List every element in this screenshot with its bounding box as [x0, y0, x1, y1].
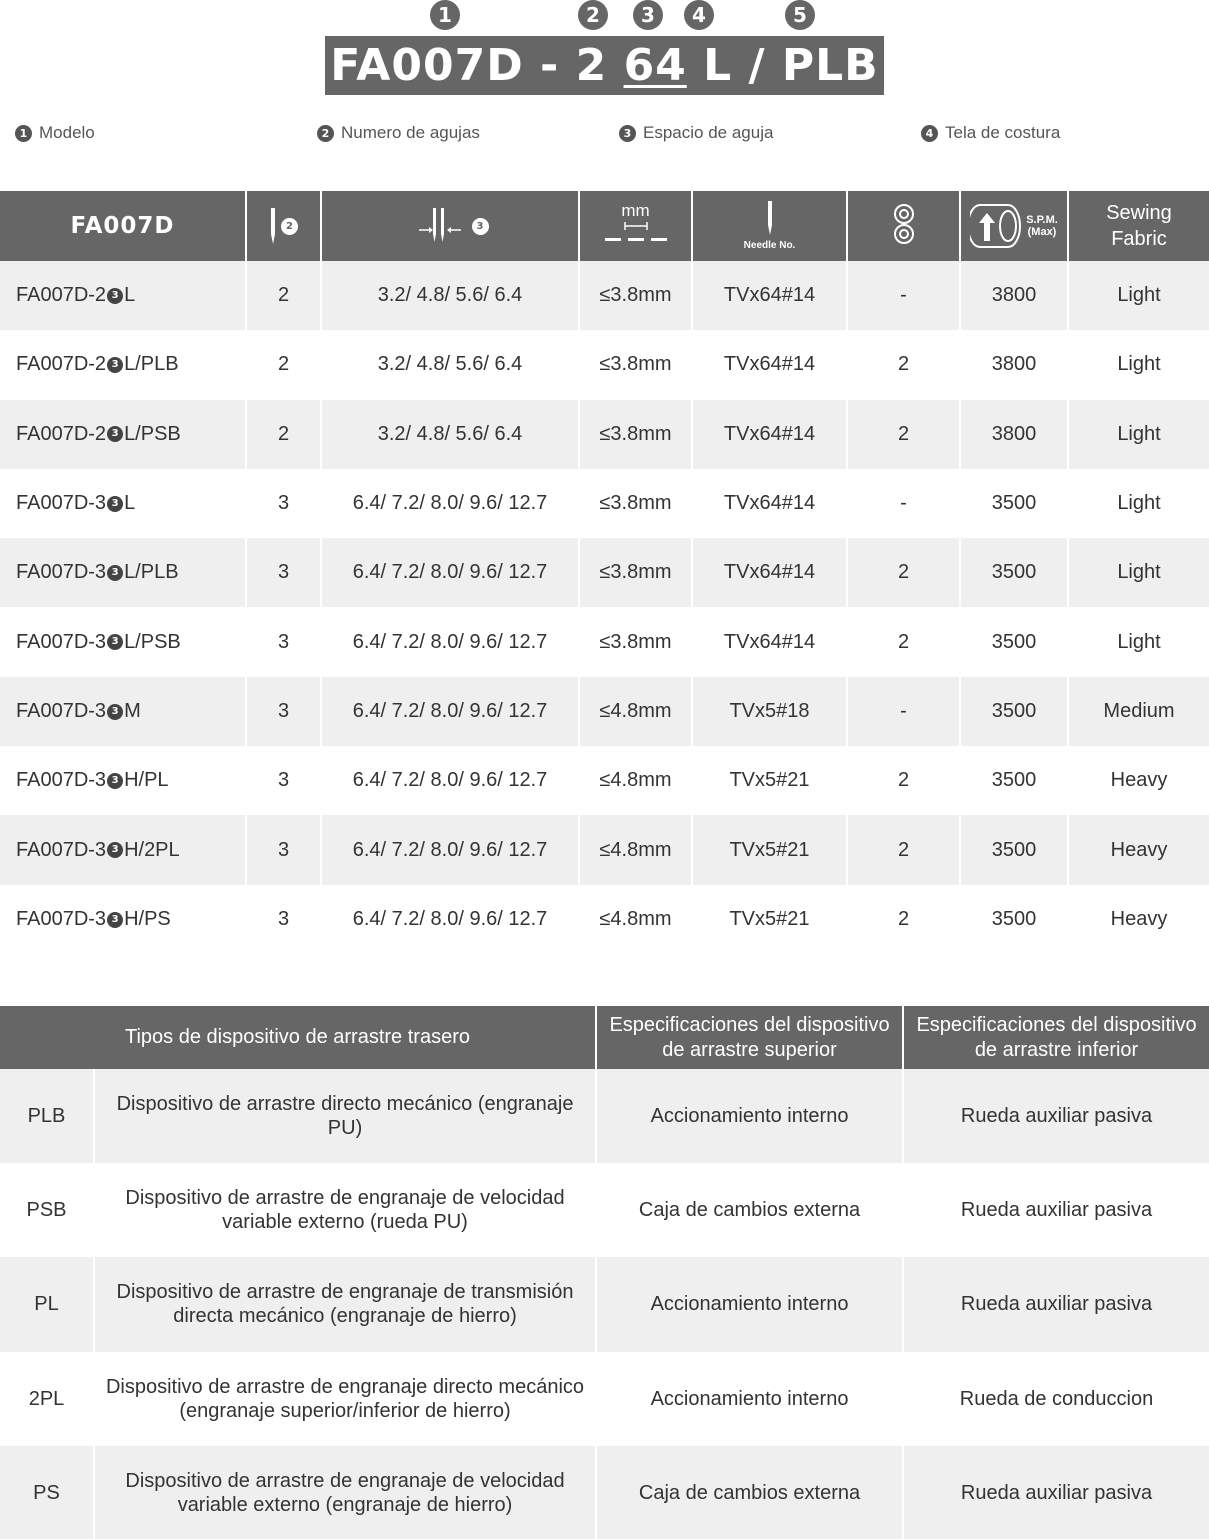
cell-stitch-length: ≤4.8mm	[579, 885, 692, 954]
cell-needle-no: TVx5#21	[692, 885, 847, 954]
cell-feed-desc: Dispositivo de arrastre de engranaje directo mecánico (engranaje superior/inferior de hierro)	[94, 1352, 596, 1446]
cell-thread: 2	[847, 607, 960, 676]
spec-header-row	[0, 191, 1209, 261]
cell-fabric: Light	[1068, 400, 1209, 469]
cell-feed-upper: Accionamiento interno	[596, 1257, 903, 1351]
legend-label: Tela de costura	[945, 123, 1061, 142]
cell-fabric: Medium	[1068, 677, 1209, 746]
cell-spm: 3800	[960, 330, 1068, 399]
header-spm-sub: (Max)	[1027, 226, 1057, 238]
model-suffix: L	[124, 284, 136, 307]
cell-thread: -	[847, 677, 960, 746]
cell-needle-no: TVx5#21	[692, 815, 847, 884]
table-row	[0, 1069, 1209, 1163]
cell-spm: 3500	[960, 469, 1068, 538]
cell-feed-upper: Accionamiento interno	[596, 1352, 903, 1446]
cell-feed-lower: Rueda auxiliar pasiva	[903, 1163, 1209, 1257]
cell-fabric: Heavy	[1068, 746, 1209, 815]
spec-table	[0, 191, 1209, 954]
cell-needles: 2	[246, 330, 321, 399]
header-stitch-length	[579, 191, 692, 261]
header-spacing-marker: 3	[472, 218, 489, 235]
cell-spacing: 6.4/ 7.2/ 8.0/ 9.6/ 12.7	[321, 538, 579, 607]
cell-feed-code: PL	[0, 1257, 94, 1351]
table-row	[0, 677, 1209, 746]
cell-fabric: Heavy	[1068, 885, 1209, 954]
legend-label: Numero de agujas	[341, 123, 480, 142]
cell-stitch-length: ≤3.8mm	[579, 469, 692, 538]
cell-thread: 2	[847, 538, 960, 607]
cell-spm: 3500	[960, 677, 1068, 746]
cell-spm: 3500	[960, 885, 1068, 954]
cell-spacing: 3.2/ 4.8/ 5.6/ 6.4	[321, 400, 579, 469]
model-suffix: L	[124, 492, 136, 515]
cell-needle-no: TVx64#14	[692, 261, 847, 330]
model-prefix: FA007D-3	[16, 561, 107, 584]
cell-stitch-length: ≤3.8mm	[579, 607, 692, 676]
cell-model	[0, 261, 246, 330]
model-suffix: H/PS	[124, 907, 171, 930]
cell-thread: 2	[847, 400, 960, 469]
header-needle-no	[692, 191, 847, 261]
cell-spacing: 6.4/ 7.2/ 8.0/ 9.6/ 12.7	[321, 677, 579, 746]
header-spm-label: S.P.M.	[1026, 214, 1058, 226]
table-row	[0, 261, 1209, 330]
cell-stitch-length: ≤3.8mm	[579, 538, 692, 607]
cell-model	[0, 538, 246, 607]
spacing-marker: 3	[107, 426, 123, 442]
cell-fabric: Light	[1068, 261, 1209, 330]
cell-feed-upper: Caja de cambios externa	[596, 1163, 903, 1257]
table-row	[0, 330, 1209, 399]
model-code-spacing: 64	[623, 40, 687, 91]
marker-2: 2	[578, 0, 608, 30]
cell-model	[0, 677, 246, 746]
cell-needle-no: TVx64#14	[692, 538, 847, 607]
cell-model	[0, 885, 246, 954]
cell-spacing: 6.4/ 7.2/ 8.0/ 9.6/ 12.7	[321, 746, 579, 815]
cell-spm: 3500	[960, 746, 1068, 815]
feed-header-upper: Especificaciones del dispositivo de arrastre superior	[596, 1006, 903, 1069]
cell-feed-lower: Rueda de conduccion	[903, 1352, 1209, 1446]
table-row	[0, 1352, 1209, 1446]
speed-roll-icon	[970, 201, 1026, 251]
needle-icon	[268, 208, 278, 244]
cell-needle-no: TVx64#14	[692, 330, 847, 399]
legend-model	[15, 123, 95, 143]
header-stitch-unit: mm	[621, 200, 650, 220]
table-row	[0, 538, 1209, 607]
cell-fabric: Light	[1068, 607, 1209, 676]
model-code-prefix: FA007D - 2	[330, 40, 624, 91]
stitch-length-icon	[603, 220, 669, 246]
feed-header-row	[0, 1006, 1209, 1069]
marker-3: 3	[633, 0, 663, 30]
legend-marker: 1	[15, 125, 32, 142]
spacing-marker: 3	[107, 704, 123, 720]
model-prefix: FA007D-3	[16, 769, 107, 792]
cell-fabric: Light	[1068, 330, 1209, 399]
cell-needles: 3	[246, 538, 321, 607]
cell-feed-lower: Rueda auxiliar pasiva	[903, 1446, 1209, 1539]
legend-needles	[317, 123, 480, 143]
spacing-marker: 3	[107, 634, 123, 650]
header-model-label: FA007D	[70, 213, 175, 239]
table-row	[0, 400, 1209, 469]
feed-header-type: Tipos de dispositivo de arrastre trasero	[0, 1006, 596, 1069]
cell-thread: -	[847, 261, 960, 330]
header-fabric-line1: Sewing	[1106, 202, 1172, 224]
feed-header-lower: Especificaciones del dispositivo de arrastre inferior	[903, 1006, 1209, 1069]
cell-spm: 3500	[960, 815, 1068, 884]
cell-stitch-length: ≤4.8mm	[579, 746, 692, 815]
model-prefix: FA007D-3	[16, 630, 107, 653]
model-code-suffix: L / PLB	[686, 40, 879, 91]
cell-stitch-length: ≤3.8mm	[579, 330, 692, 399]
spacing-marker: 3	[107, 773, 123, 789]
needle-icon	[765, 201, 775, 235]
cell-stitch-length: ≤4.8mm	[579, 815, 692, 884]
header-fabric-line2: Fabric	[1111, 228, 1167, 250]
table-row	[0, 607, 1209, 676]
cell-needle-no: TVx5#21	[692, 746, 847, 815]
legend-marker: 2	[317, 125, 334, 142]
model-prefix: FA007D-2	[16, 353, 107, 376]
cell-needles: 3	[246, 885, 321, 954]
table-row	[0, 1163, 1209, 1257]
legend-label: Modelo	[39, 123, 95, 142]
spacing-marker: 3	[107, 496, 123, 512]
cell-feed-lower: Rueda auxiliar pasiva	[903, 1069, 1209, 1163]
legend-label: Espacio de aguja	[643, 123, 774, 142]
model-prefix: FA007D-3	[16, 699, 107, 722]
legend-marker: 4	[921, 125, 938, 142]
legend-fabric	[921, 123, 1060, 143]
spacing-marker: 3	[107, 288, 123, 304]
cell-feed-lower: Rueda auxiliar pasiva	[903, 1257, 1209, 1351]
cell-fabric: Heavy	[1068, 815, 1209, 884]
cell-fabric: Light	[1068, 538, 1209, 607]
cell-spacing: 3.2/ 4.8/ 5.6/ 6.4	[321, 330, 579, 399]
cell-model	[0, 469, 246, 538]
cell-spacing: 6.4/ 7.2/ 8.0/ 9.6/ 12.7	[321, 469, 579, 538]
cell-feed-upper: Caja de cambios externa	[596, 1446, 903, 1539]
table-row	[0, 1257, 1209, 1351]
model-suffix: L/PSB	[124, 422, 181, 445]
cell-needles: 2	[246, 400, 321, 469]
table-row	[0, 885, 1209, 954]
marker-5: 5	[785, 0, 815, 30]
cell-thread: 2	[847, 746, 960, 815]
cell-thread: 2	[847, 330, 960, 399]
cell-feed-code: PS	[0, 1446, 94, 1539]
needle-spacing-icon	[411, 206, 471, 246]
cell-needles: 3	[246, 746, 321, 815]
marker-1: 1	[430, 0, 460, 30]
cell-model	[0, 815, 246, 884]
cell-model	[0, 330, 246, 399]
spacing-marker: 3	[107, 912, 123, 928]
cell-needles: 3	[246, 677, 321, 746]
cell-spacing: 6.4/ 7.2/ 8.0/ 9.6/ 12.7	[321, 607, 579, 676]
cell-spacing: 3.2/ 4.8/ 5.6/ 6.4	[321, 261, 579, 330]
header-fabric	[1068, 191, 1209, 261]
model-suffix: H/PL	[124, 769, 169, 792]
cell-feed-desc: Dispositivo de arrastre de engranaje de transmisión directa mecánico (engranaje de hierro)	[94, 1257, 596, 1351]
cell-fabric: Light	[1068, 469, 1209, 538]
header-needle-label: Needle No.	[743, 240, 796, 251]
cell-needle-no: TVx64#14	[692, 469, 847, 538]
cell-needles: 3	[246, 815, 321, 884]
header-spm	[960, 191, 1068, 261]
header-thread	[847, 191, 960, 261]
cell-spm: 3800	[960, 400, 1068, 469]
model-suffix: L/PLB	[124, 353, 179, 376]
cell-feed-desc: Dispositivo de arrastre directo mecánico (engranaje PU)	[94, 1069, 596, 1163]
header-model	[0, 191, 246, 261]
table-row	[0, 746, 1209, 815]
cell-spm: 3500	[960, 538, 1068, 607]
header-spacing	[321, 191, 579, 261]
model-prefix: FA007D-3	[16, 907, 107, 930]
cell-stitch-length: ≤3.8mm	[579, 400, 692, 469]
legend-spacing	[619, 123, 773, 143]
cell-stitch-length: ≤3.8mm	[579, 261, 692, 330]
cell-needle-no: TVx5#18	[692, 677, 847, 746]
feed-table	[0, 1006, 1209, 1539]
cell-spacing: 6.4/ 7.2/ 8.0/ 9.6/ 12.7	[321, 885, 579, 954]
header-needles-marker: 2	[281, 218, 298, 235]
legend-marker: 3	[619, 125, 636, 142]
spacing-marker: 3	[107, 842, 123, 858]
cell-model	[0, 607, 246, 676]
spacing-marker: 3	[107, 357, 123, 373]
cell-feed-desc: Dispositivo de arrastre de engranaje de velocidad variable externo (engranaje de hierro)	[94, 1446, 596, 1539]
cell-needles: 3	[246, 607, 321, 676]
cell-model	[0, 400, 246, 469]
cell-spm: 3800	[960, 261, 1068, 330]
cell-stitch-length: ≤4.8mm	[579, 677, 692, 746]
cell-feed-code: PLB	[0, 1069, 94, 1163]
thread-spool-icon	[893, 204, 915, 244]
cell-needles: 2	[246, 261, 321, 330]
marker-4: 4	[684, 0, 714, 30]
model-prefix: FA007D-3	[16, 838, 107, 861]
cell-model	[0, 746, 246, 815]
model-suffix: H/2PL	[124, 838, 180, 861]
cell-spacing: 6.4/ 7.2/ 8.0/ 9.6/ 12.7	[321, 815, 579, 884]
cell-feed-code: 2PL	[0, 1352, 94, 1446]
cell-feed-code: PSB	[0, 1163, 94, 1257]
table-row	[0, 815, 1209, 884]
table-row	[0, 1446, 1209, 1539]
cell-needles: 3	[246, 469, 321, 538]
cell-needle-no: TVx64#14	[692, 400, 847, 469]
cell-spm: 3500	[960, 607, 1068, 676]
spacing-marker: 3	[107, 565, 123, 581]
table-row	[0, 469, 1209, 538]
header-needles	[246, 191, 321, 261]
model-prefix: FA007D-2	[16, 284, 107, 307]
cell-needle-no: TVx64#14	[692, 607, 847, 676]
model-suffix: M	[124, 699, 141, 722]
cell-thread: -	[847, 469, 960, 538]
model-suffix: L/PLB	[124, 561, 179, 584]
model-prefix: FA007D-2	[16, 422, 107, 445]
cell-thread: 2	[847, 885, 960, 954]
model-prefix: FA007D-3	[16, 492, 107, 515]
cell-thread: 2	[847, 815, 960, 884]
model-code-banner	[325, 36, 884, 95]
cell-feed-desc: Dispositivo de arrastre de engranaje de velocidad variable externo (rueda PU)	[94, 1163, 596, 1257]
cell-feed-upper: Accionamiento interno	[596, 1069, 903, 1163]
model-code	[330, 40, 878, 91]
model-suffix: L/PSB	[124, 630, 181, 653]
